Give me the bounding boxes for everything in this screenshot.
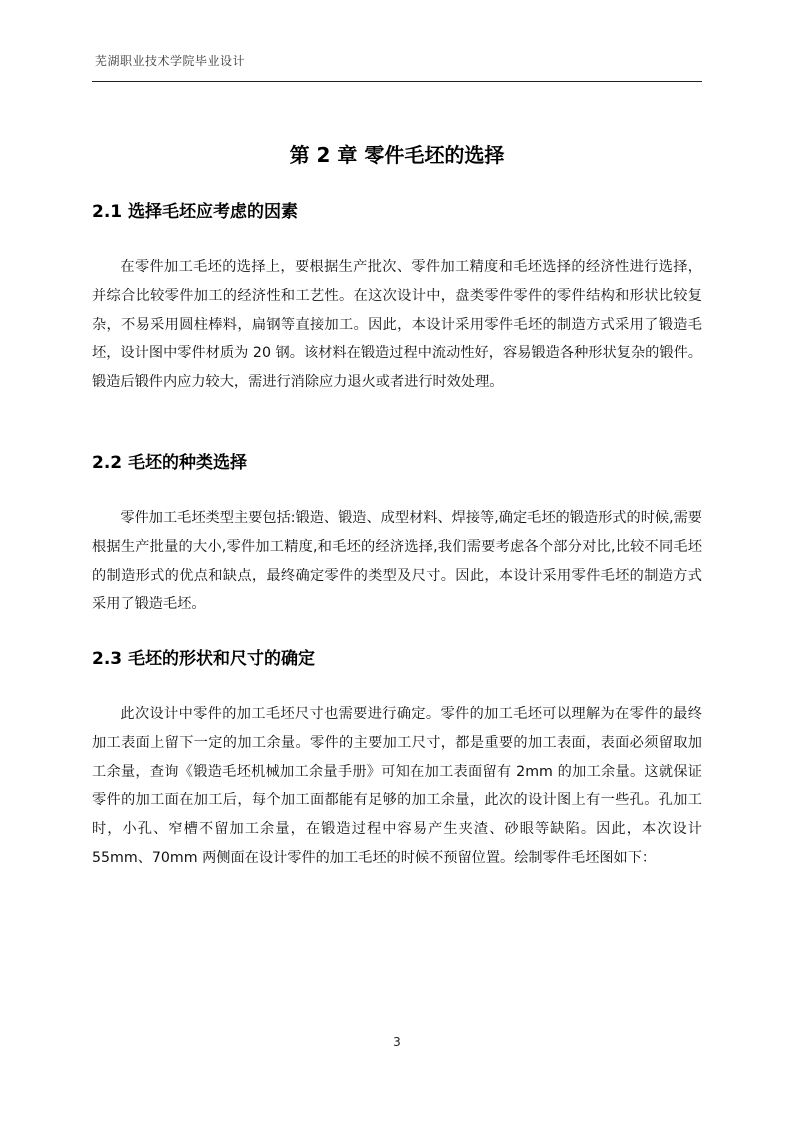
chapter-title: 第 2 章 零件毛坯的选择 [289, 143, 505, 167]
section-heading-2-1: 2.1 选择毛坯应考虑的因素 [92, 202, 299, 222]
section-heading-2-2: 2.2 毛坯的种类选择 [92, 453, 248, 473]
section-paragraph-2-1: 在零件加工毛坯的选择上，要根据生产批次、零件加工精度和毛坯选择的经济性进行选择，并综合比较零件加工的经济性和工艺性。在这次设计中，盘类零件零件的零件结构和形状比较复杂，不易采用圆柱棒料，扁钢等直接加工。因此，本设计采用零件毛坯的制造方式采用了锻造毛坯，设计图中零件材质为 20 钢。该材料在锻造过程中流动性好，容易锻造各种形状复杂的锻件。锻造后锻件内应力较大，需进行消除应力退火或者进行时效处理。 [92, 259, 702, 391]
section-paragraph-2-3: 此次设计中零件的加工毛坯尺寸也需要进行确定。零件的加工毛坯可以理解为在零件的最终加工表面上留下一定的加工余量。零件的主要加工尺寸，都是重要的加工表面，表面必须留取加工余量，查询《锻造毛坯机械加工余量手册》可知在加工表面留有 2mm 的加工余量。这就保证零件的加工面在加工后，每个加工面都能有足够的加工余量，此次的设计图上有一些孔。孔加工时，小孔、窄槽不留加工余量，在锻造过程中容易产生夹渣、砂眼等缺陷。因此，本次设计 55mm、70mm 两侧面在设计零件的加工毛坯的时候不预留位置。绘制零件毛坯图如下： [92, 706, 702, 866]
running-header: 芜湖职业技术学院毕业设计 [95, 54, 246, 68]
page-number: 3 [393, 1035, 401, 1049]
header-divider [92, 81, 702, 82]
section-paragraph-2-2: 零件加工毛坯类型主要包括:锻造、锻造、成型材料、焊接等,确定毛坯的锻造形式的时候,需要根据生产批量的大小,零件加工精度,和毛坯的经济选择,我们需要考虑各个部分对比,比较不同毛坯的制造形式的优点和缺点，最终确定零件的类型及尺寸。因此，本设计采用零件毛坯的制造方式采用了锻造毛坯。 [92, 510, 702, 613]
section-heading-2-3: 2.3 毛坯的形状和尺寸的确定 [92, 649, 316, 669]
